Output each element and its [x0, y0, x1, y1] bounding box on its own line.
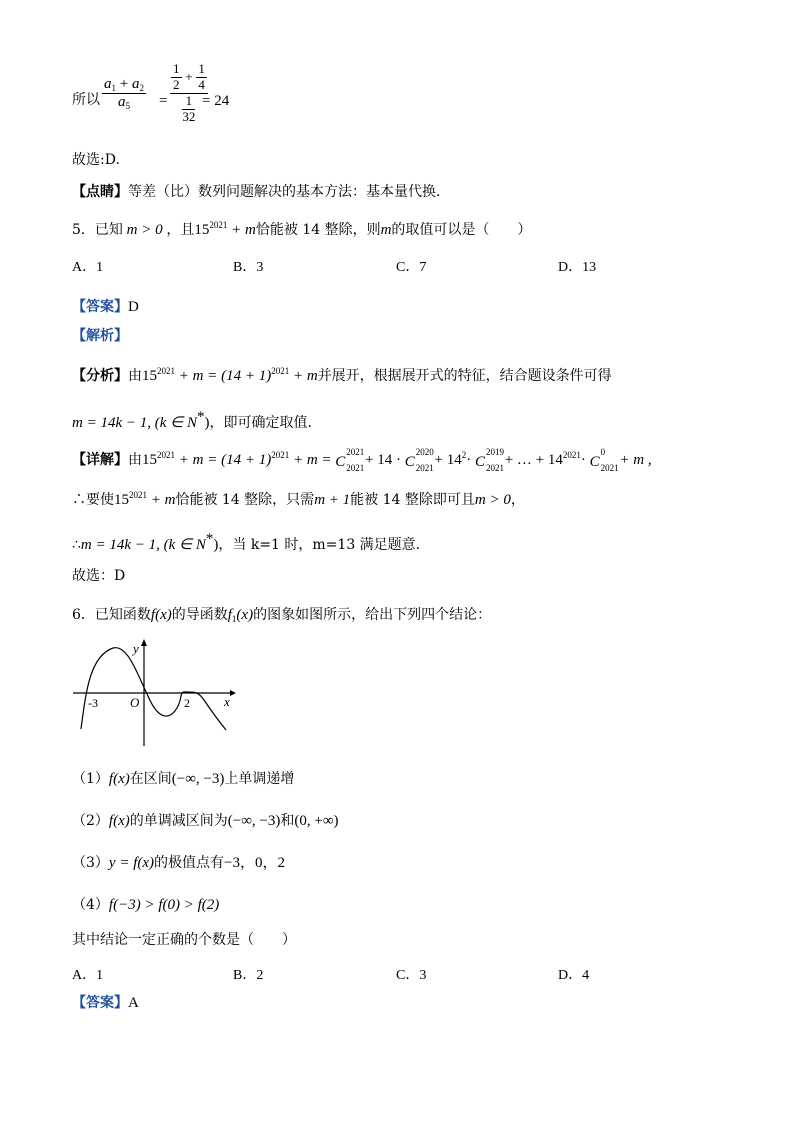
y-axis-arrow-icon	[141, 639, 147, 646]
q6-option-c: C．3	[396, 968, 427, 983]
origin-label: O	[130, 695, 140, 710]
q6-answer: 【答案】A	[72, 995, 139, 1011]
q5-analysis-tag: 【解析】	[72, 328, 128, 344]
q6-item-1: （1）f(x)在区间(−∞, −3)上单调递增	[72, 771, 295, 787]
q5-line2: ∴要使$15^{2021} + m$恰能被 14 整除，只需m + 1能被 14 整除即可且m > 0，	[72, 490, 525, 508]
choice-line-2: 故选：D	[72, 568, 126, 584]
ratio-lhs: $\frac{a_1 + a_2}{a_5}$	[104, 76, 144, 112]
q5-fenxi: 【分析】由$15^{2021} + m = (14 + 1)^{2021} + m$并展开，根据展开式的特征，结合题设条件可得	[72, 366, 612, 384]
x-label: x	[224, 694, 230, 709]
q6-item-4: （4）f(−3) > f(0) > f(2)	[72, 897, 220, 913]
q6-option-d: D．4	[558, 968, 590, 983]
q5-option-d: D．13	[558, 260, 597, 275]
ratio-prefix: 所以	[72, 92, 100, 108]
ratio-result: = 24	[202, 93, 230, 109]
q5-xiangjie: 【详解】由$15^{2021} + m = (14 + 1)^{2021} + m$ = C 2021 2021 + 14 · C 2020 2021 + $14^2\cdot$ C 2019 2021 + … + $14^{2021}\cdot$ C 0 2021 + m ,	[72, 446, 652, 473]
remark-line	[72, 184, 450, 201]
q6-item-2: （2）f(x)的单调减区间为(−∞, −3)和(0, +∞)	[72, 813, 339, 829]
remark-text: 等差（比）数列问题解决的基本方法：基本量代换．	[128, 184, 450, 200]
q6-item-3: （3）y = f(x)的极值点有−3，0，2	[72, 855, 285, 871]
q5-option-c: C．7	[396, 260, 427, 275]
q5-fenxi-cont: m = 14k − 1, (k ∈ N*)，即可确定取值.	[72, 409, 312, 431]
q5-option-b: B．3	[233, 260, 264, 275]
q6-question: 其中结论一定正确的个数是（ ）	[72, 932, 296, 948]
q6-option-b: B．2	[233, 968, 264, 983]
two-label: 2	[184, 696, 190, 710]
remark-tag: 【点睛】	[72, 184, 128, 200]
choice-line-1: 故选:D.	[72, 152, 120, 168]
neg3-label: -3	[88, 696, 98, 710]
derivative-curve	[81, 648, 226, 730]
q5-line3: ∴m = 14k − 1, (k ∈ N*)，当 k=1 时，m=13 满足题意.	[72, 531, 421, 553]
x-axis-arrow-icon	[230, 690, 236, 696]
q5-option-a: A．1	[72, 260, 104, 275]
q5-answer: 【答案】D	[72, 299, 139, 315]
q6-option-a: A．1	[72, 968, 104, 983]
y-label: y	[133, 641, 139, 656]
derivative-graph	[68, 636, 238, 751]
ratio-rhs-fraction: $\frac{1}{2}$ + $\frac{1}{4}$ $\frac{1}{32}$	[170, 62, 208, 125]
q6-stem: 6．已知函数f(x)的导函数$f_1(x)$的图象如图所示，给出下列四个结论：	[72, 607, 492, 624]
q5-stem: 5．已知 m > 0 ，且$15^{2021} + m$恰能被 14 整除，则m的取值可以是（ ）	[72, 220, 532, 238]
